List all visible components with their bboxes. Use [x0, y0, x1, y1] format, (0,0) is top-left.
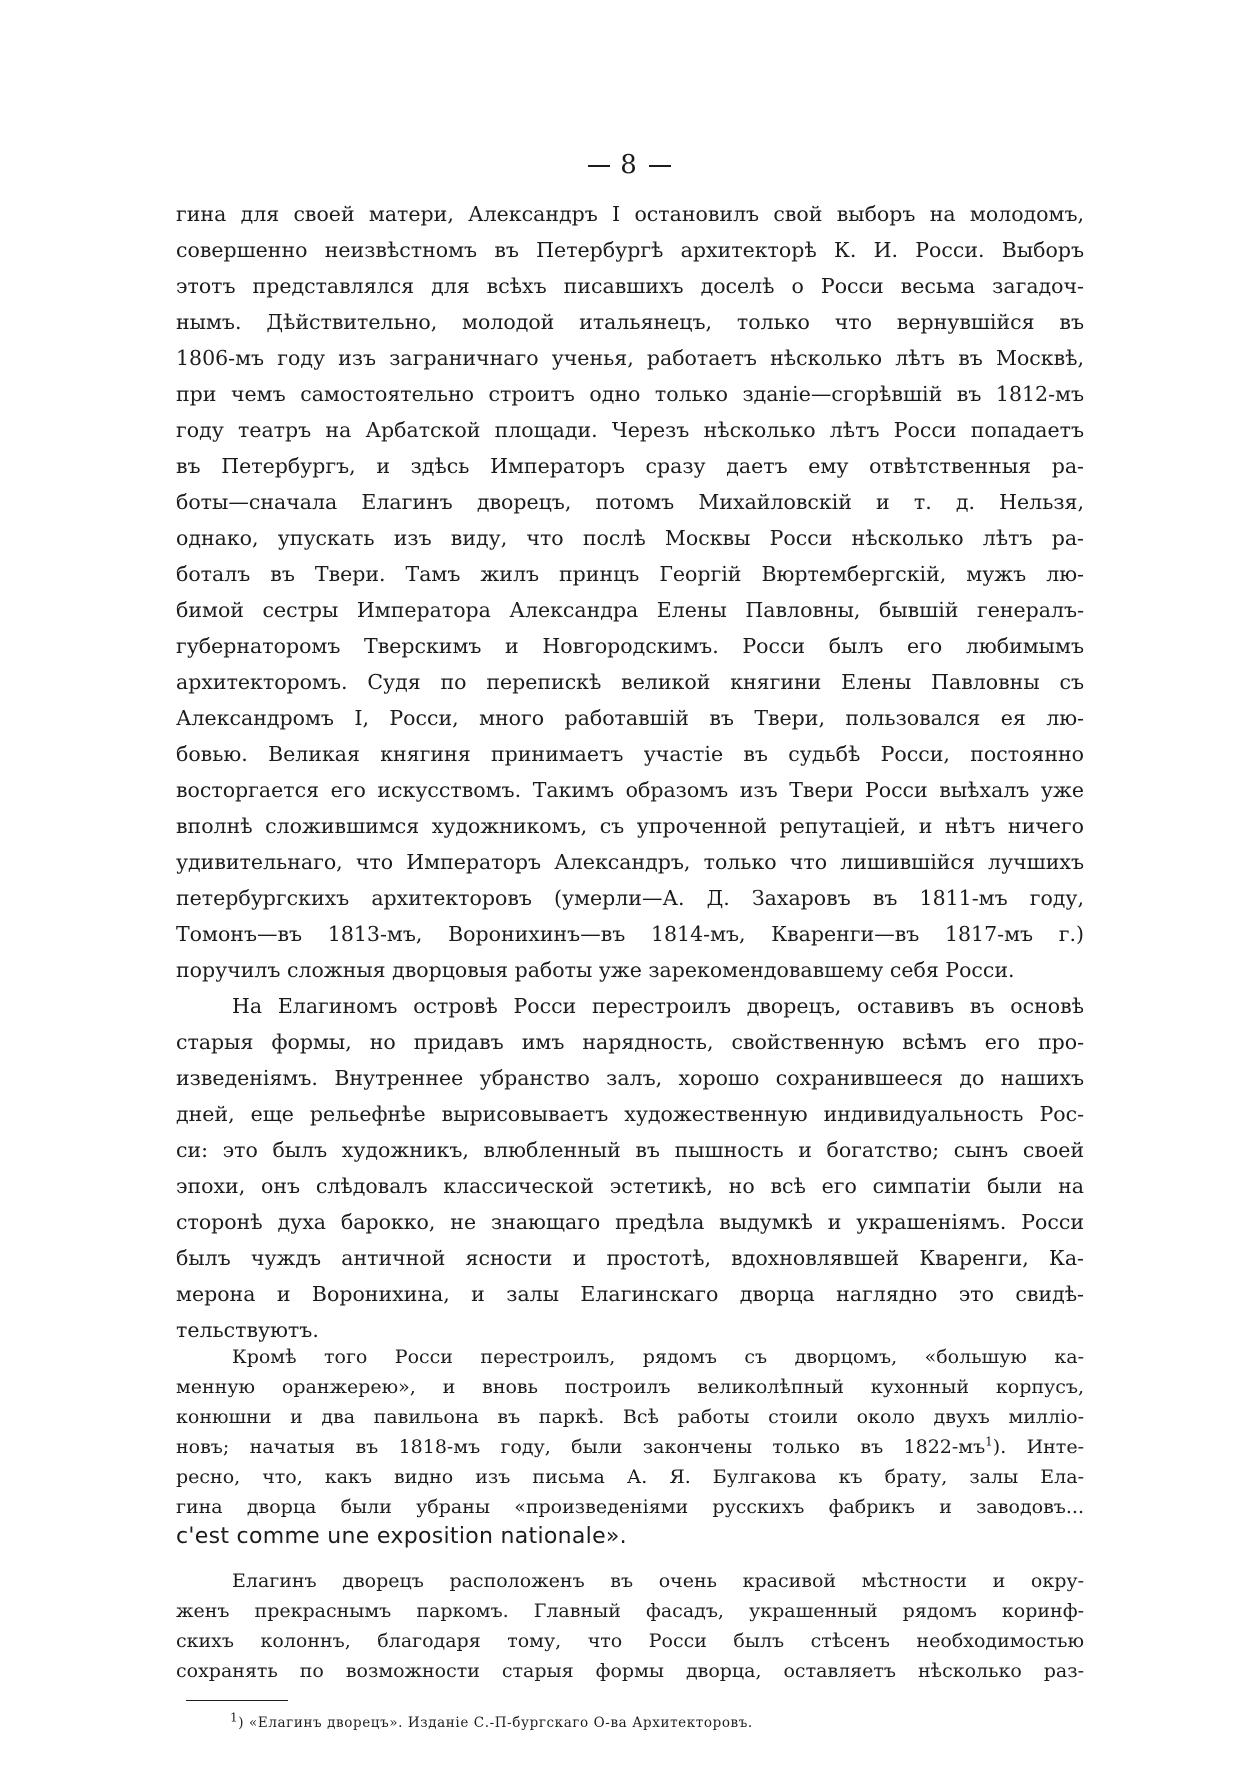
text-line: гина дворца были убраны «произведеніями русскихъ фабрикъ и заводовъ... [176, 1496, 1084, 1518]
page-number-value: 8 [620, 150, 639, 180]
text-line: сохранять по возможности старыя формы дворца, оставляетъ нѣсколько раз- [176, 1660, 1084, 1682]
text-line: поручилъ сложныя дворцовыя работы уже зарекомендовавшему себя Росси. [176, 958, 1015, 982]
text-line: На Елагиномъ островѣ Росси перестроилъ дворецъ, оставивъ въ основѣ [232, 994, 1084, 1018]
text-line: боты—сначала Елагинъ дворецъ, потомъ Михайловскій и т. д. Нельзя, [176, 490, 1084, 514]
text-line: архитекторомъ. Судя по перепискѣ великой княгини Елены Павловны съ [176, 670, 1084, 694]
text-line: боталъ въ Твери. Тамъ жилъ принцъ Георгій Вюртембергскій, мужъ лю- [176, 562, 1084, 586]
text-line: тельствуютъ. [176, 1318, 319, 1342]
text-line: Кромѣ того Росси перестроилъ, рядомъ съ дворцомъ, «большую ка- [232, 1346, 1084, 1368]
text-line: удивительнаго, что Императоръ Александръ, только что лишившійся лучшихъ [176, 850, 1084, 874]
text-line: си: это былъ художникъ, влюбленный въ пышность и богатство; сынъ своей [176, 1138, 1084, 1162]
text-line: совершенно неизвѣстномъ въ Петербургѣ архитекторѣ К. И. Росси. Выборъ [176, 238, 1084, 262]
text-line: эпохи, онъ слѣдовалъ классической эстетикѣ, но всѣ его симпатіи были на [176, 1174, 1084, 1198]
page-number [0, 150, 1259, 180]
text-line: дней, еще рельефнѣе вырисовываетъ художественную индивидуальность Рос- [176, 1102, 1084, 1126]
text-line: менную оранжерею», и вновь построилъ великолѣпный кухонный корпусъ, [176, 1376, 1084, 1398]
text-line: конюшни и два павильона въ паркѣ. Всѣ работы стоили около двухъ милліо- [176, 1406, 1084, 1428]
footnote-rule [186, 1700, 288, 1701]
text-line: бовью. Великая княгиня принимаетъ участіе въ судьбѣ Росси, постоянно [176, 742, 1084, 766]
text-line: однако, упускать изъ виду, что послѣ Москвы Росси нѣсколько лѣтъ ра- [176, 526, 1084, 550]
text-segment-latin: c'est comme une exposition nationale». [176, 1524, 627, 1549]
footnote-ref: 1 [985, 1434, 993, 1449]
text-line: Елагинъ дворецъ расположенъ въ очень красивой мѣстности и окру- [232, 1570, 1084, 1592]
text-line: Томонъ—въ 1813-мъ, Воронихинъ—въ 1814-мъ, Кваренги—въ 1817-мъ г.) [176, 922, 1084, 946]
text-line: этотъ представлялся для всѣхъ писавшихъ доселѣ о Росси весьма загадоч- [176, 274, 1084, 298]
page-number-dash-left [588, 165, 610, 167]
text-line: изведеніямъ. Внутреннее убранство залъ, хорошо сохранившееся до нашихъ [176, 1066, 1084, 1090]
text-line: нымъ. Дѣйствительно, молодой итальянецъ, только что вернувшійся въ [176, 310, 1084, 334]
footnote-marker-suffix: ) [238, 1715, 245, 1731]
text-line: 1806-мъ году изъ заграничнаго ученья, работаетъ нѣсколько лѣтъ въ Москвѣ, [176, 346, 1084, 370]
text-line: вполнѣ сложившимся художникомъ, съ упроченной репутаціей, и нѣтъ ничего [176, 814, 1084, 838]
text-line: ресно, что, какъ видно изъ письма А. Я. Булгакова къ брату, залы Ела- [176, 1466, 1084, 1488]
text-line: губернаторомъ Тверскимъ и Новгородскимъ. Росси былъ его любимымъ [176, 634, 1084, 658]
text-line: восторгается его искусствомъ. Такимъ образомъ изъ Твери Росси выѣхалъ уже [176, 778, 1084, 802]
text-segment: ). Инте- [992, 1436, 1084, 1458]
text-line: сторонѣ духа барокко, не знающаго предѣла выдумкѣ и украшеніямъ. Росси [176, 1210, 1084, 1234]
text-line: гина для своей матери, Александръ I остановилъ свой выборъ на молодомъ, [176, 202, 1084, 226]
page-number-dash-right [649, 165, 671, 167]
footnote [230, 1712, 753, 1734]
text-line: старыя формы, но придавъ имъ нарядность, свойственную всѣмъ его про- [176, 1030, 1084, 1054]
text-line: въ Петербургъ, и здѣсь Императоръ сразу даетъ ему отвѣтственныя ра- [176, 454, 1084, 478]
text-line: скихъ колоннъ, благодаря тому, что Росси былъ стѣсенъ необходимостью [176, 1630, 1084, 1652]
text-line: бимой сестры Императора Александра Елены Павловны, бывшій генералъ- [176, 598, 1084, 622]
text-line: Александромъ I, Росси, много работавшій въ Твери, пользовался ея лю- [176, 706, 1084, 730]
text-line: женъ прекраснымъ паркомъ. Главный фасадъ, украшенный рядомъ коринф- [176, 1600, 1084, 1622]
text-line [176, 1522, 1084, 1552]
footnote-text: «Елагинъ дворецъ». Изданіе С.-П-бургскаго О-ва Архитекторовъ. [249, 1715, 753, 1731]
text-line: былъ чуждъ античной ясности и простотѣ, вдохновлявшей Кваренги, Ка- [176, 1246, 1084, 1270]
text-segment: новъ; начатыя въ 1818-мъ году, были закончены только въ 1822-мъ [176, 1436, 986, 1458]
footnote-marker: 1 [230, 1710, 239, 1725]
text-line: мерона и Воронихина, и залы Елагинскаго дворца наглядно это свидѣ- [176, 1282, 1084, 1306]
text-line [176, 1432, 1084, 1462]
text-line: году театръ на Арбатской площади. Черезъ нѣсколько лѣтъ Росси попадаетъ [176, 418, 1084, 442]
text-line: петербургскихъ архитекторовъ (умерли—А. Д. Захаровъ въ 1811-мъ году, [176, 886, 1084, 910]
text-line: при чемъ самостоятельно строитъ одно только зданіе—сгорѣвшій въ 1812-мъ [176, 382, 1084, 406]
